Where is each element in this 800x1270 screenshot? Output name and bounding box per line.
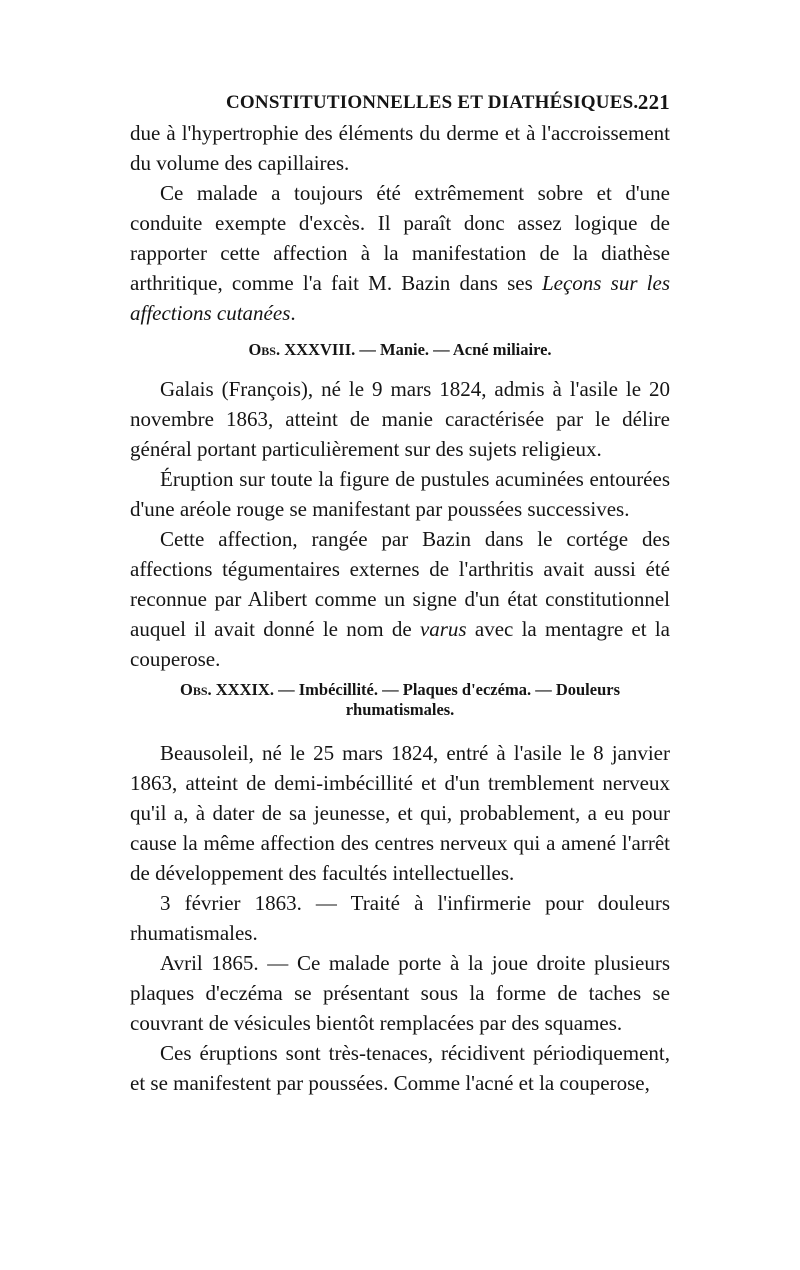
observation-heading-38 — [130, 340, 670, 360]
paragraph-beausoleil — [130, 738, 670, 888]
paragraph-affection — [130, 524, 670, 674]
paragraph-eruptions — [130, 1038, 670, 1098]
paragraph-continuation — [130, 118, 670, 178]
text-block-obs-39 — [130, 738, 670, 1098]
term-italic: varus — [419, 617, 467, 641]
text-block-intro — [130, 118, 670, 328]
paragraph-text: Ces éruptions sont très-tenaces, récidivent périodiquement, et se manifestent par poussées. Comme l'acné et la couperose, — [130, 1041, 670, 1095]
observation-subject: — Manie. — Acné miliaire. — [355, 340, 552, 359]
paragraph-galais — [130, 374, 670, 464]
paragraph-avril — [130, 948, 670, 1038]
running-head-title: CONSTITUTIONNELLES ET DIATHÉSIQUES. — [226, 92, 639, 113]
paragraph-text: 3 février 1863. — Traité à l'infirmerie pour douleurs rhumatismales. — [130, 891, 670, 945]
running-head — [130, 88, 670, 122]
paragraph-text: Galais (François), né le 9 mars 1824, admis à l'asile le 20 novembre 1863, atteint de manie caractérisée par le délire général portant particulièrement sur des sujets religieux. — [130, 377, 670, 461]
text-block-obs-38 — [130, 374, 670, 674]
observation-label: Obs. XXXVIII. — [248, 340, 356, 359]
paragraph-text: Avril 1865. — Ce malade porte à la joue droite plusieurs plaques d'eczéma se présentant sous la forme de taches se couvrant de vésicules bientôt remplacées par des squames. — [130, 951, 670, 1035]
book-title-italic: Leçons sur les affections cutanées — [130, 271, 670, 325]
page-number: 221 — [637, 90, 670, 114]
observation-label: Obs. XXXIX. — [180, 680, 274, 699]
paragraph-text: Ce malade a toujours été extrêmement sobre et d'une conduite exempte d'excès. Il paraît donc assez logique de rapporter cette affection à la manifestation de la diathèse arthritique, comme l'a fait M. Bazin dans ses — [130, 181, 670, 295]
paragraph-text: Cette affection, rangée par Bazin dans le cortége des affections tégumentaires externes de l'arthritis avait aussi été reconnue par Alibert comme un signe d'un état constitutionnel auquel il avait donné le nom de — [130, 527, 670, 641]
paragraph-text: Éruption sur toute la figure de pustules acuminées entourées d'une aréole rouge se manifestant par poussées successives. — [130, 467, 670, 521]
observation-heading-39 — [150, 680, 650, 720]
paragraph-bazin — [130, 178, 670, 328]
paragraph-text: Beausoleil, né le 25 mars 1824, entré à l'asile le 8 janvier 1863, atteint de demi-imbécillité et d'un tremblement nerveux qu'il a, à dater de sa jeunesse, et qui, probablement, a eu pour cause la même affection des centres nerveux qui a amené l'arrêt de développement des facultés intellectuelles. — [130, 741, 670, 885]
observation-subject: — Imbécillité. — Plaques d'eczéma. — Douleurs rhumatismales. — [273, 680, 620, 719]
paragraph-end: . — [290, 301, 296, 325]
paragraph-eruption — [130, 464, 670, 524]
paragraph-end: avec la mentagre et la couperose. — [130, 617, 670, 671]
paragraph-text: due à l'hypertrophie des éléments du derme et à l'accroissement du volume des capillaires. — [130, 121, 670, 175]
paragraph-fevrier — [130, 888, 670, 948]
